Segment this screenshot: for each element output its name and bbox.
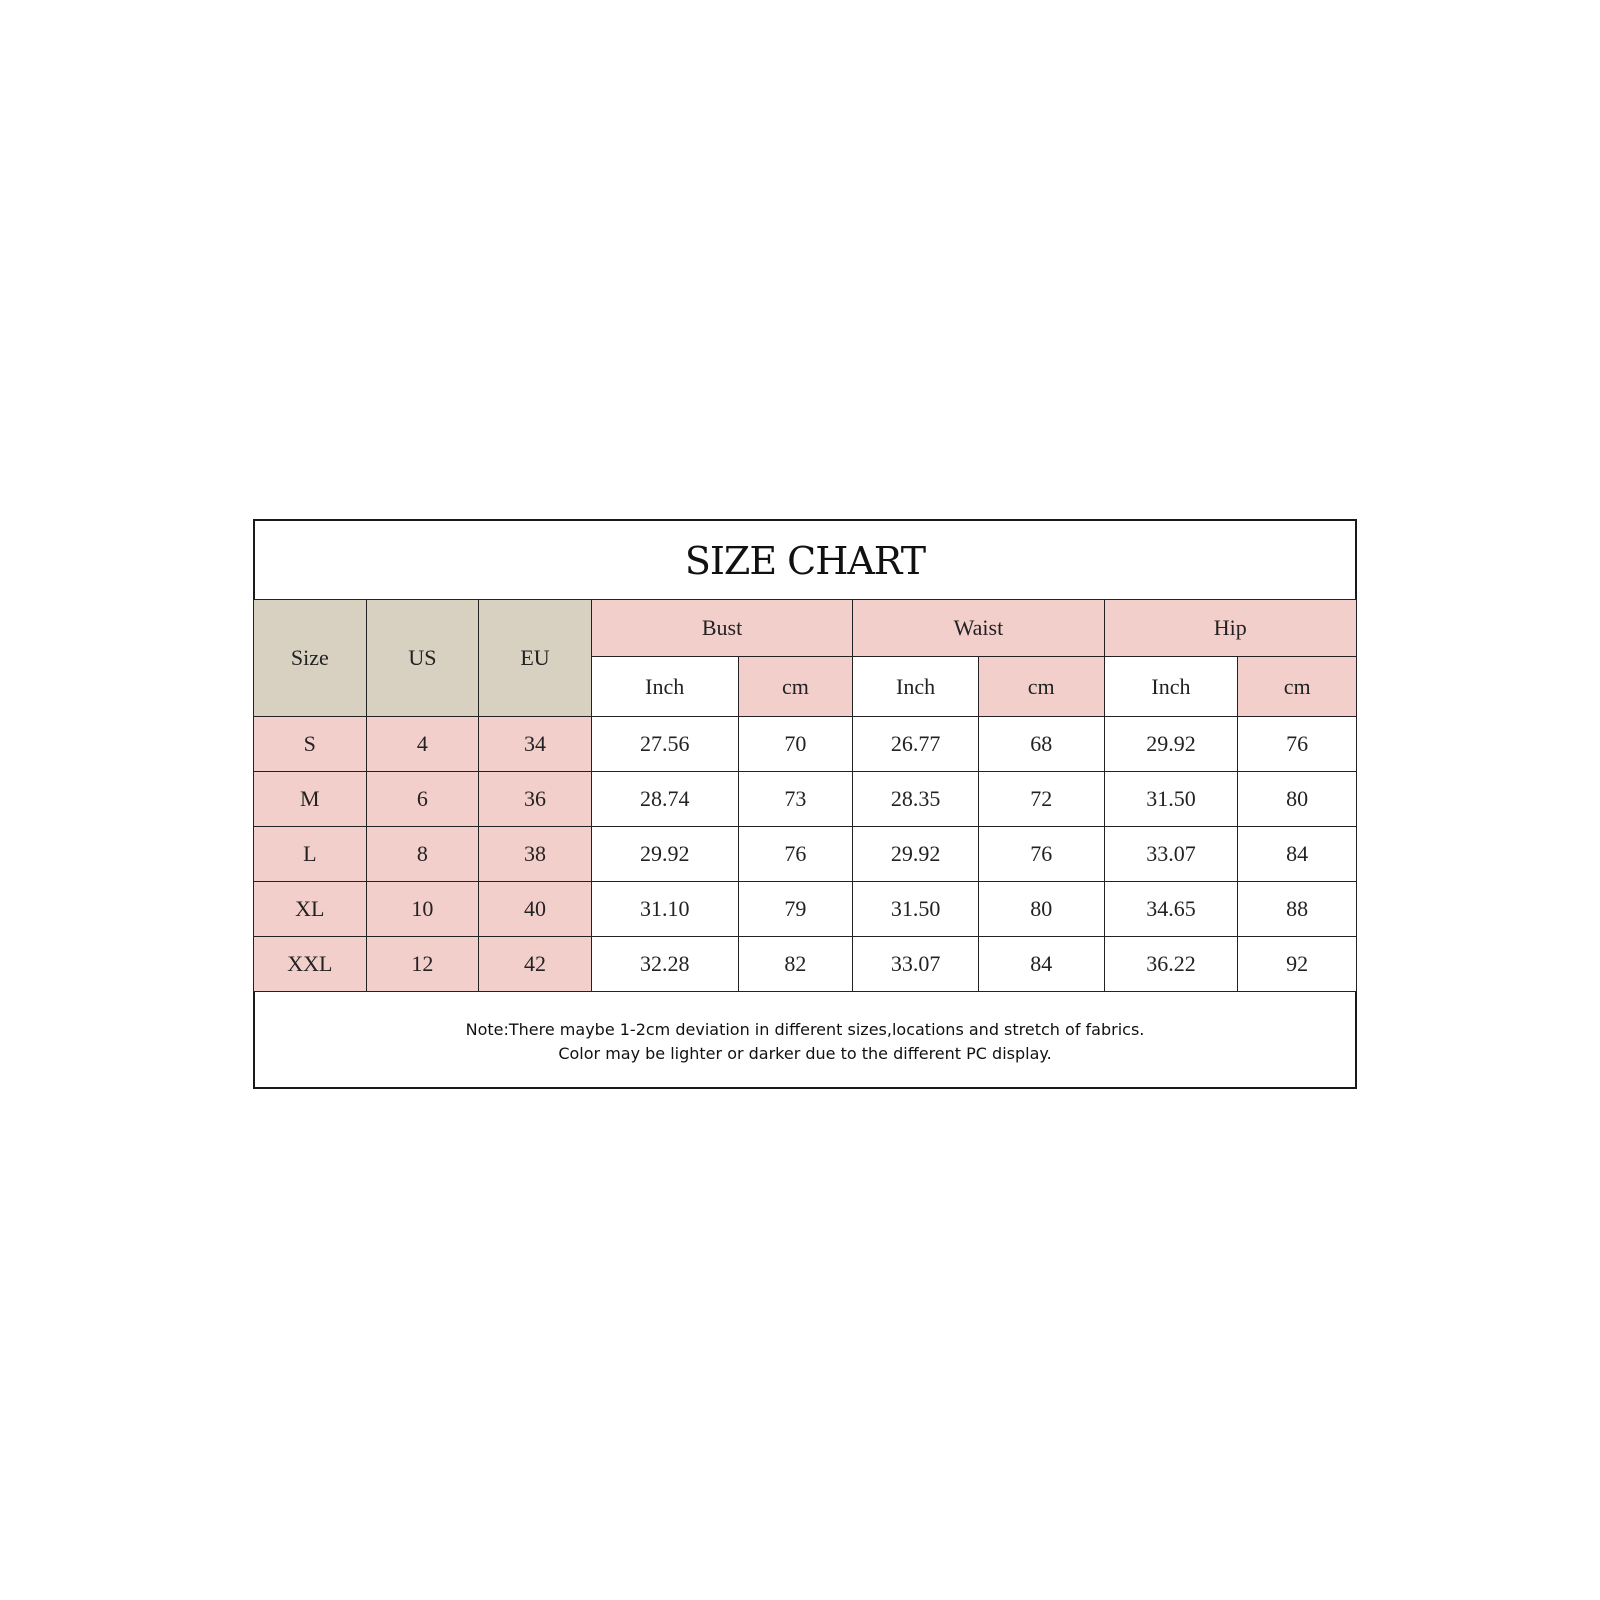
cell-hip-cm: 76 [1238,717,1357,772]
note-line-1: Note:There maybe 1-2cm deviation in different sizes,locations and stretch of fabrics. [465,1020,1145,1039]
cell-waist-in: 33.07 [853,937,979,992]
cell-bust-in: 29.92 [591,827,738,882]
cell-waist-cm: 76 [978,827,1104,882]
table-row [254,827,1357,882]
header-hip-cm: cm [1238,657,1357,717]
cell-us: 12 [366,937,479,992]
cell-eu: 42 [479,937,592,992]
cell-hip-in: 31.50 [1104,772,1238,827]
cell-hip-cm: 80 [1238,772,1357,827]
cell-hip-in: 33.07 [1104,827,1238,882]
cell-waist-in: 26.77 [853,717,979,772]
cell-hip-in: 36.22 [1104,937,1238,992]
header-waist: Waist [853,600,1104,657]
header-bust-cm: cm [738,657,853,717]
cell-bust-cm: 76 [738,827,853,882]
cell-bust-in: 31.10 [591,882,738,937]
header-us: US [366,600,479,717]
cell-us: 10 [366,882,479,937]
header-size: Size [254,600,367,717]
table-row [254,937,1357,992]
cell-eu: 40 [479,882,592,937]
cell-us: 6 [366,772,479,827]
header-bust-inch: Inch [591,657,738,717]
size-chart [253,519,1357,1089]
cell-waist-in: 28.35 [853,772,979,827]
header-hip-inch: Inch [1104,657,1238,717]
header-row-top [254,600,1357,657]
size-table [253,599,1357,992]
cell-size: S [254,717,367,772]
cell-waist-in: 29.92 [853,827,979,882]
table-row [254,717,1357,772]
cell-eu: 38 [479,827,592,882]
cell-us: 8 [366,827,479,882]
chart-title: SIZE CHART [684,539,926,583]
cell-waist-cm: 84 [978,937,1104,992]
cell-size: XXL [254,937,367,992]
cell-waist-in: 31.50 [853,882,979,937]
cell-eu: 34 [479,717,592,772]
cell-hip-in: 34.65 [1104,882,1238,937]
cell-bust-in: 32.28 [591,937,738,992]
cell-bust-in: 27.56 [591,717,738,772]
table-row [254,882,1357,937]
header-waist-inch: Inch [853,657,979,717]
cell-bust-in: 28.74 [591,772,738,827]
cell-waist-cm: 80 [978,882,1104,937]
cell-bust-cm: 70 [738,717,853,772]
cell-waist-cm: 68 [978,717,1104,772]
cell-eu: 36 [479,772,592,827]
note-line-2: Color may be lighter or darker due to the different PC display. [558,1044,1052,1063]
cell-us: 4 [366,717,479,772]
cell-hip-cm: 92 [1238,937,1357,992]
cell-waist-cm: 72 [978,772,1104,827]
cell-size: M [254,772,367,827]
header-waist-cm: cm [978,657,1104,717]
header-bust: Bust [591,600,852,657]
note [255,997,1355,1087]
cell-size: XL [254,882,367,937]
cell-hip-cm: 88 [1238,882,1357,937]
cell-bust-cm: 82 [738,937,853,992]
cell-bust-cm: 79 [738,882,853,937]
header-hip: Hip [1104,600,1356,657]
table-row [254,772,1357,827]
cell-bust-cm: 73 [738,772,853,827]
cell-hip-cm: 84 [1238,827,1357,882]
header-eu: EU [479,600,592,717]
cell-hip-in: 29.92 [1104,717,1238,772]
cell-size: L [254,827,367,882]
